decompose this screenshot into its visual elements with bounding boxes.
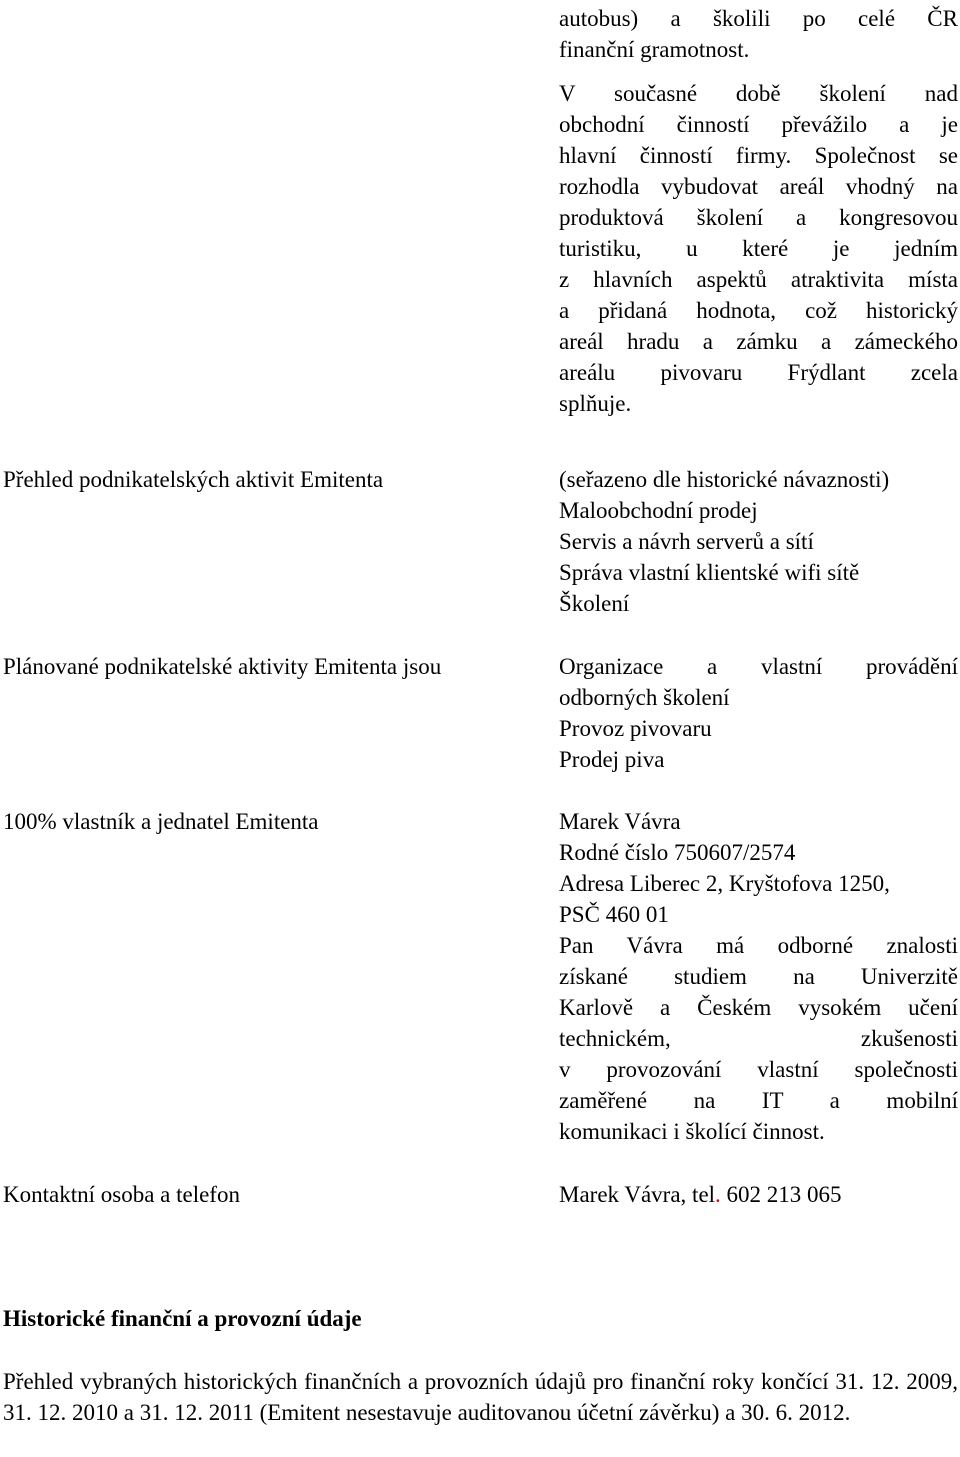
activities-list xyxy=(559,464,958,619)
text-line: autobus) a školili po celé ČR xyxy=(559,6,958,31)
owner-address: Adresa Liberec 2, Kryštofova 1250, xyxy=(559,871,890,896)
list-item: Správa vlastní klientské wifi sítě xyxy=(559,560,860,585)
contact-phone: 602 213 065 xyxy=(720,1182,842,1207)
owner-label: 100% vlastník a jednatel Emitenta xyxy=(3,809,319,834)
list-item: Prodej piva xyxy=(559,747,665,772)
owner-bio-line: zaměřené na IT a mobilní xyxy=(559,1088,958,1113)
owner-bio-line: v provozování vlastní společnosti xyxy=(559,1057,958,1082)
contact-dot: . xyxy=(715,1182,721,1207)
list-item: Servis a návrh serverů a sítí xyxy=(559,529,814,554)
list-item: Maloobchodní prodej xyxy=(559,498,758,523)
contact-name: Marek Vávra, tel xyxy=(559,1182,716,1207)
planned-label: Plánované podnikatelské aktivity Emitenta jsou xyxy=(3,654,442,679)
owner-bio-line: Pan Vávra má odborné znalosti xyxy=(559,933,958,958)
owner-id-number: Rodné číslo 750607/2574 xyxy=(559,840,796,865)
text-line: V současné době školení nad xyxy=(559,81,958,106)
owner-postcode: PSČ 460 01 xyxy=(559,902,669,927)
owner-bio-line: Karlově a Českém vysokém učení xyxy=(559,995,958,1020)
intro-text-top xyxy=(559,3,958,65)
text-line: produktová školení a kongresovou xyxy=(559,205,958,230)
list-item: Organizace a vlastní provádění xyxy=(559,654,958,679)
owner-details xyxy=(559,806,958,1147)
text-line: z hlavních aspektů atraktivita místa xyxy=(559,267,958,292)
section-heading: Historické finanční a provozní údaje xyxy=(3,1306,362,1331)
list-item: odborných školení xyxy=(559,685,730,710)
text-line: hlavní činností firmy. Společnost se xyxy=(559,143,958,168)
section-paragraph: Přehled vybraných historických finančních a provozních údajů pro finanční roky končící 31. 12. 2009, 31. 12. 2010 a 31. 12. 2011 (Emitent nesestavuje auditovanou účetní závěrku) a 30. 6. 2012. xyxy=(3,1369,958,1425)
text-line: splňuje. xyxy=(559,391,632,416)
text-line: finanční gramotnost. xyxy=(559,37,750,62)
owner-name: Marek Vávra xyxy=(559,809,681,834)
owner-bio-line: získané studiem na Univerzitě xyxy=(559,964,958,989)
contact-label: Kontaktní osoba a telefon xyxy=(3,1182,240,1207)
text-line: obchodní činností převážilo a je xyxy=(559,112,958,137)
owner-bio-line: technickém, zkušenosti xyxy=(559,1026,958,1051)
text-line: areálu pivovaru Frýdlant zcela xyxy=(559,360,958,385)
contact-line xyxy=(559,1179,958,1210)
text-line: areál hradu a zámku a zámeckého xyxy=(559,329,958,354)
contact-value xyxy=(559,1179,958,1210)
planned-list xyxy=(559,651,958,775)
owner-bio-line: komunikaci i školící činnost. xyxy=(559,1119,825,1144)
text-line: rozhodla vybudovat areál vhodný na xyxy=(559,174,958,199)
intro-text-main xyxy=(559,78,958,419)
list-item: (seřazeno dle historické návaznosti) xyxy=(559,467,890,492)
list-item: Školení xyxy=(559,591,630,616)
text-line: a přidaná hodnota, což historický xyxy=(559,298,958,323)
list-item: Provoz pivovaru xyxy=(559,716,712,741)
text-line: turistiku, u které je jedním xyxy=(559,236,958,261)
activities-label: Přehled podnikatelských aktivit Emitenta xyxy=(3,467,384,492)
